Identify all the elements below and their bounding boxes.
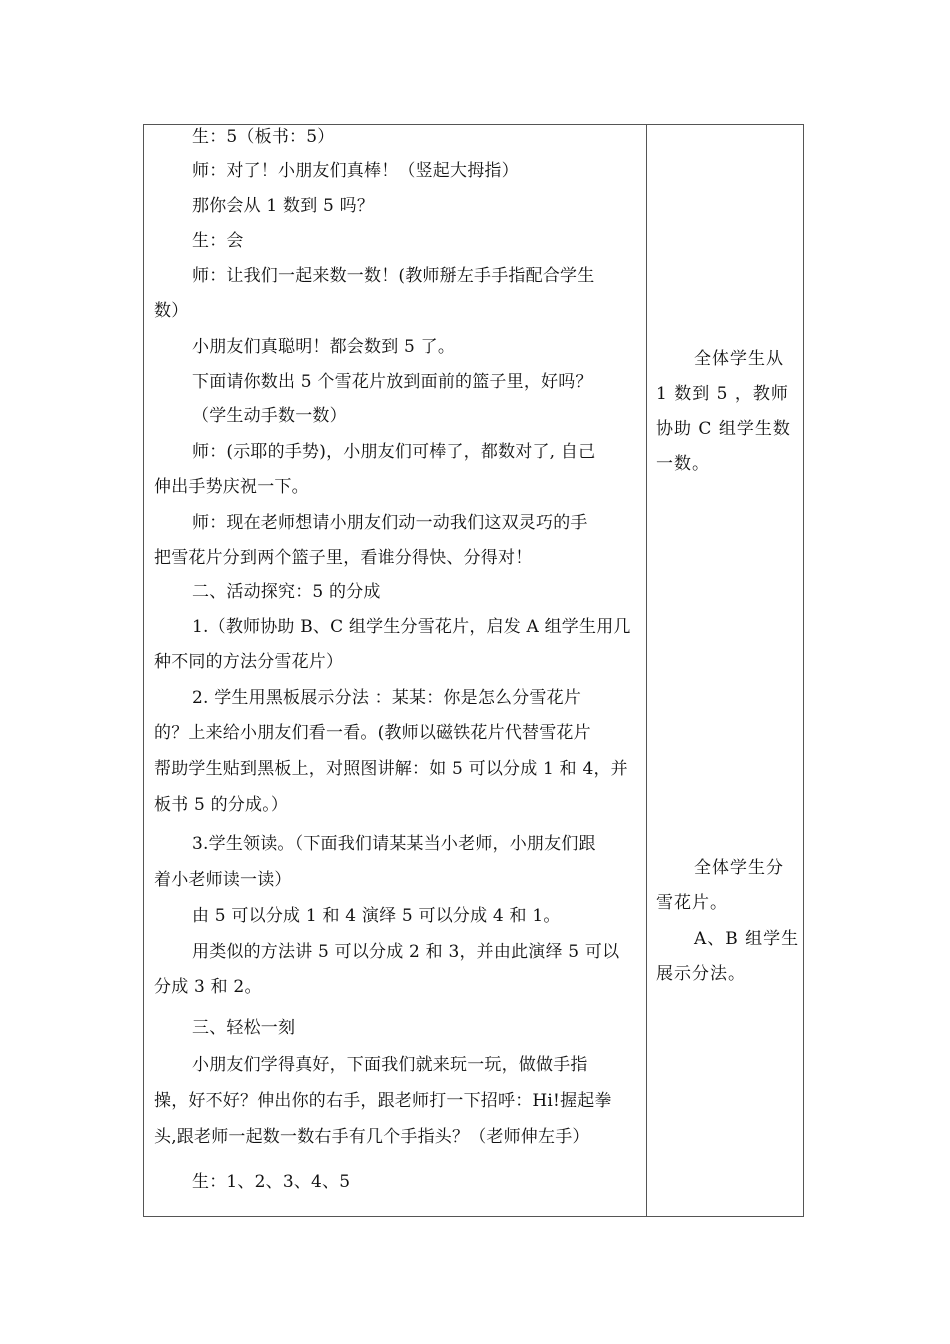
column-divider	[646, 125, 647, 1216]
process-text-line: 的？上来给小朋友们看一看。(教师以磁铁花片代替雪花片	[154, 723, 591, 743]
activity-text-line: A、B 组学生	[694, 929, 800, 949]
process-text-line: 生：会	[192, 231, 244, 251]
process-text-line: 师：(示耶的手势)，小朋友们可棒了，都数对了, 自己	[192, 442, 596, 462]
process-text-line: 生：1、2、3、4、5	[192, 1172, 351, 1192]
process-text-line: 二、活动探究：5 的分成	[192, 582, 381, 602]
process-text-line: 由 5 可以分成 1 和 4 演绎 5 可以分成 4 和 1。	[192, 906, 561, 926]
process-text-line: 板书 5 的分成。）	[154, 795, 289, 815]
process-text-line: 伸出手势庆祝一下。	[154, 477, 309, 497]
activity-text-line: 雪花片。	[656, 893, 728, 913]
process-text-line: 师：现在老师想请小朋友们动一动我们这双灵巧的手	[192, 513, 588, 533]
activity-text-line: 展示分法。	[656, 964, 746, 984]
process-text-line: 种不同的方法分雪花片）	[154, 652, 344, 672]
activity-text-line: 一数。	[656, 454, 710, 474]
process-text-line: 小朋友们学得真好，下面我们就来玩一玩，做做手指	[192, 1055, 588, 1075]
activity-text-line: 全体学生从	[694, 349, 784, 369]
process-text-line: 师：让我们一起来数一数！(教师掰左手手指配合学生	[192, 266, 595, 286]
process-text-line: 3.学生领读。（下面我们请某某当小老师，小朋友们跟	[192, 834, 596, 854]
process-text-line: 着小老师读一读）	[154, 870, 292, 890]
activity-text-line: 1 数到 5 ，教师	[656, 384, 789, 404]
activity-text-line: 协助 C 组学生数	[656, 419, 791, 439]
process-text-line: 把雪花片分到两个篮子里，看谁分得快、分得对！	[154, 548, 533, 568]
process-text-line: 生：5（板书：5）	[192, 127, 335, 147]
process-text-line: 头,跟老师一起数一数右手有几个手指头？（老师伸左手）	[154, 1127, 590, 1147]
process-text-line: 三、轻松一刻	[192, 1018, 296, 1038]
process-text-line: 帮助学生贴到黑板上，对照图讲解：如 5 可以分成 1 和 4，并	[154, 759, 628, 779]
process-text-line: 分成 3 和 2。	[154, 977, 262, 997]
process-text-line: （学生动手数一数）	[192, 406, 347, 426]
process-text-line: 小朋友们真聪明！都会数到 5 了。	[192, 337, 456, 357]
activity-text-line: 全体学生分	[694, 858, 784, 878]
process-text-line: 1.（教师协助 B、C 组学生分雪花片，启发 A 组学生用几	[192, 617, 631, 637]
process-text-line: 操，好不好？伸出你的右手，跟老师打一下招呼：Hi!握起拳	[154, 1091, 612, 1111]
process-text-line: 2. 学生用黑板展示分法 ：某某：你是怎么分雪花片	[192, 688, 582, 708]
process-text-line: 用类似的方法讲 5 可以分成 2 和 3，并由此演绎 5 可以	[192, 942, 620, 962]
process-text-line: 那你会从 1 数到 5 吗？	[192, 196, 375, 216]
process-text-line: 下面请你数出 5 个雪花片放到面前的篮子里，好吗？	[192, 372, 593, 392]
process-text-line: 师：对了！小朋友们真棒！（竖起大拇指）	[192, 161, 519, 181]
lesson-table	[143, 124, 804, 1217]
process-text-line: 数）	[154, 301, 189, 321]
